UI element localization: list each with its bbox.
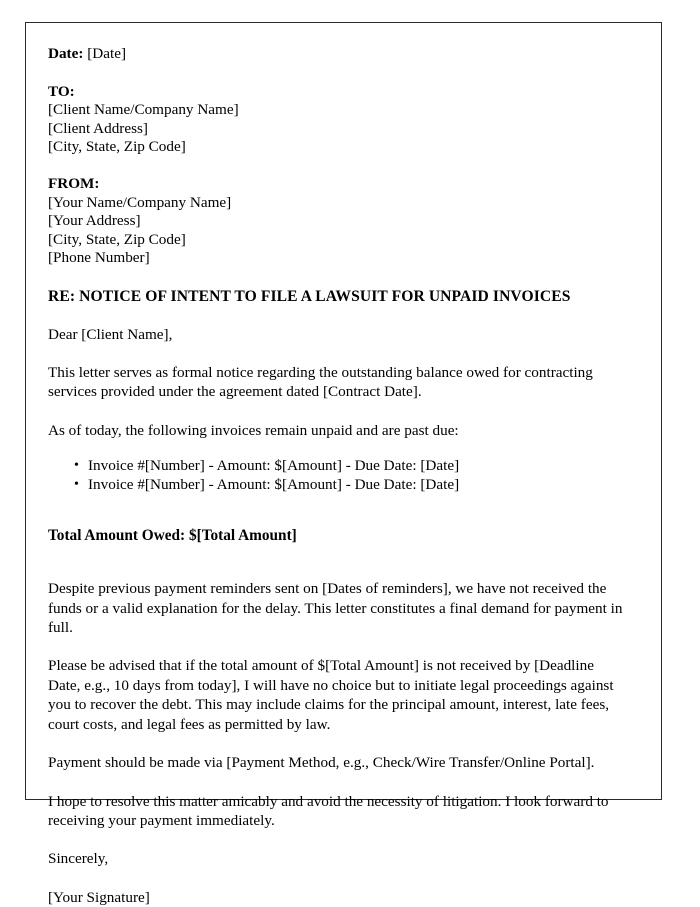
paragraph-payment-method: Payment should be made via [Payment Method, e.g., Check/Wire Transfer/Online Portal].	[48, 754, 595, 772]
paragraph-reminders: Despite previous payment reminders sent on [Dates of reminders], we have not received the funds or a valid explanation for the delay. This letter constitutes a final demand for payment in full.	[48, 580, 623, 637]
recipient-block	[48, 83, 639, 157]
list-item: • Invoice #[Number] - Amount: $[Amount] - Due Date: [Date]	[88, 456, 639, 475]
paragraph-intro: This letter serves as formal notice regarding the outstanding balance owed for contracting services provided under the agreement dated [Contract Date].	[48, 364, 593, 401]
from-line-3: [City, State, Zip Code]	[48, 230, 186, 248]
paragraph-invoices-intro: As of today, the following invoices remain unpaid and are past due:	[48, 421, 459, 439]
date-label: Date:	[48, 45, 84, 62]
document-body	[26, 23, 661, 906]
date-value: [Date]	[87, 45, 127, 62]
sender-block	[48, 175, 639, 267]
to-line-1: [Client Name/Company Name]	[48, 101, 239, 119]
from-line-1: [Your Name/Company Name]	[48, 194, 232, 211]
paragraph-legal-notice: Please be advised that if the total amount of $[Total Amount] is not received by [Deadline Date, e.g., 10 days from today], I will have no choice but to initiate legal proceedings against you to recover the debt. This may include claims for the principal amount, interest, late fees, court costs, and legal fees as permitted by law.	[48, 657, 614, 733]
to-line-2: [Client Address]	[48, 119, 148, 137]
paragraph-resolution: I hope to resolve this matter amicably and avoid the necessity of litigation. I look forward to receiving your payment immediately.	[48, 792, 609, 829]
from-label: FROM:	[48, 175, 100, 193]
subject-line: RE: NOTICE OF INTENT TO FILE A LAWSUIT FOR UNPAID INVOICES	[48, 287, 571, 305]
invoice-list	[48, 456, 639, 494]
document-page	[25, 22, 662, 906]
date-line	[48, 45, 639, 64]
to-line-3: [City, State, Zip Code]	[48, 138, 186, 155]
to-label: TO:	[48, 82, 75, 100]
closing: Sincerely,	[48, 850, 109, 868]
from-line-4: [Phone Number]	[48, 249, 150, 267]
signature-line: [Your Signature]	[48, 888, 150, 906]
from-line-2: [Your Address]	[48, 212, 141, 230]
salutation: Dear [Client Name],	[48, 325, 173, 343]
total-amount-owed: Total Amount Owed: $[Total Amount]	[48, 526, 297, 544]
list-item: • Invoice #[Number] - Amount: $[Amount] - Due Date: [Date]	[88, 475, 639, 494]
